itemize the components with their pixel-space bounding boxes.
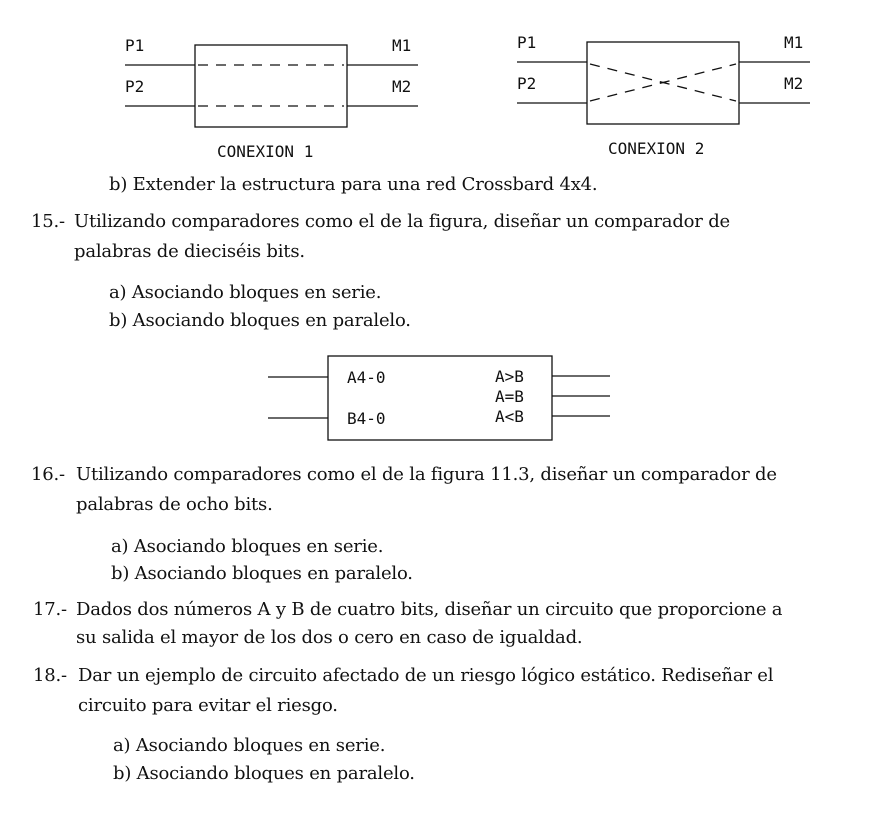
- exercise-17-line-2: su salida el mayor de los dos o cero en caso de igualdad.: [76, 627, 583, 648]
- connection2-diagram: [517, 33, 810, 158]
- connection2-label-m1: M1: [784, 33, 804, 52]
- exercise-18-line-1: Dar un ejemplo de circuito afectado de un riesgo lógico estático. Rediseñar el: [78, 665, 774, 686]
- comparator-diagram: [268, 356, 610, 440]
- exercise-16-subitem-b: b) Asociando bloques en paralelo.: [111, 563, 413, 584]
- connection2-label-p1: P1: [517, 33, 537, 52]
- exercise-17-line-1: Dados dos números A y B de cuatro bits, diseñar un circuito que proporcione a: [76, 599, 783, 620]
- connection1-box: [195, 45, 347, 127]
- exercise-18-line-2: circuito para evitar el riesgo.: [78, 695, 338, 716]
- comparator-label-gt: A>B: [495, 367, 524, 386]
- comparator-label-a: A4-0: [347, 368, 386, 387]
- exercise-18-subitem-b: b) Asociando bloques en paralelo.: [113, 763, 415, 784]
- previous-subitem-b: b) Extender la estructura para una red Crossbard 4x4.: [109, 174, 598, 195]
- connection1-caption: CONEXION 1: [217, 142, 314, 161]
- comparator-label-eq: A=B: [495, 387, 524, 406]
- connection1-label-p2: P2: [125, 77, 145, 96]
- connection1-label-p1: P1: [125, 36, 145, 55]
- connection1-label-m1: M1: [392, 36, 412, 55]
- exercise-16-subitem-a: a) Asociando bloques en serie.: [111, 536, 384, 557]
- exercise-17-number: 17.-: [33, 599, 67, 620]
- connection1-diagram: [125, 36, 418, 161]
- connection1-label-m2: M2: [392, 77, 412, 96]
- exercise-15-number: 15.-: [31, 211, 65, 232]
- exercise-16-line-1: Utilizando comparadores como el de la figura 11.3, diseñar un comparador de: [76, 464, 777, 485]
- exercise-18-number: 18.-: [33, 665, 67, 686]
- exercise-16-number: 16.-: [31, 464, 65, 485]
- connection2-caption: CONEXION 2: [608, 139, 705, 158]
- comparator-label-lt: A<B: [495, 407, 524, 426]
- exercise-18-subitem-a: a) Asociando bloques en serie.: [113, 735, 386, 756]
- exercise-15-line-1: Utilizando comparadores como el de la figura, diseñar un comparador de: [74, 211, 730, 232]
- comparator-label-b: B4-0: [347, 409, 386, 428]
- exercise-15-subitem-b: b) Asociando bloques en paralelo.: [109, 310, 411, 331]
- exercise-15-line-2: palabras de dieciséis bits.: [74, 241, 305, 262]
- connection2-label-p2: P2: [517, 74, 537, 93]
- exercise-16-line-2: palabras de ocho bits.: [76, 494, 273, 515]
- connection2-label-m2: M2: [784, 74, 804, 93]
- exercise-15-subitem-a: a) Asociando bloques en serie.: [109, 282, 382, 303]
